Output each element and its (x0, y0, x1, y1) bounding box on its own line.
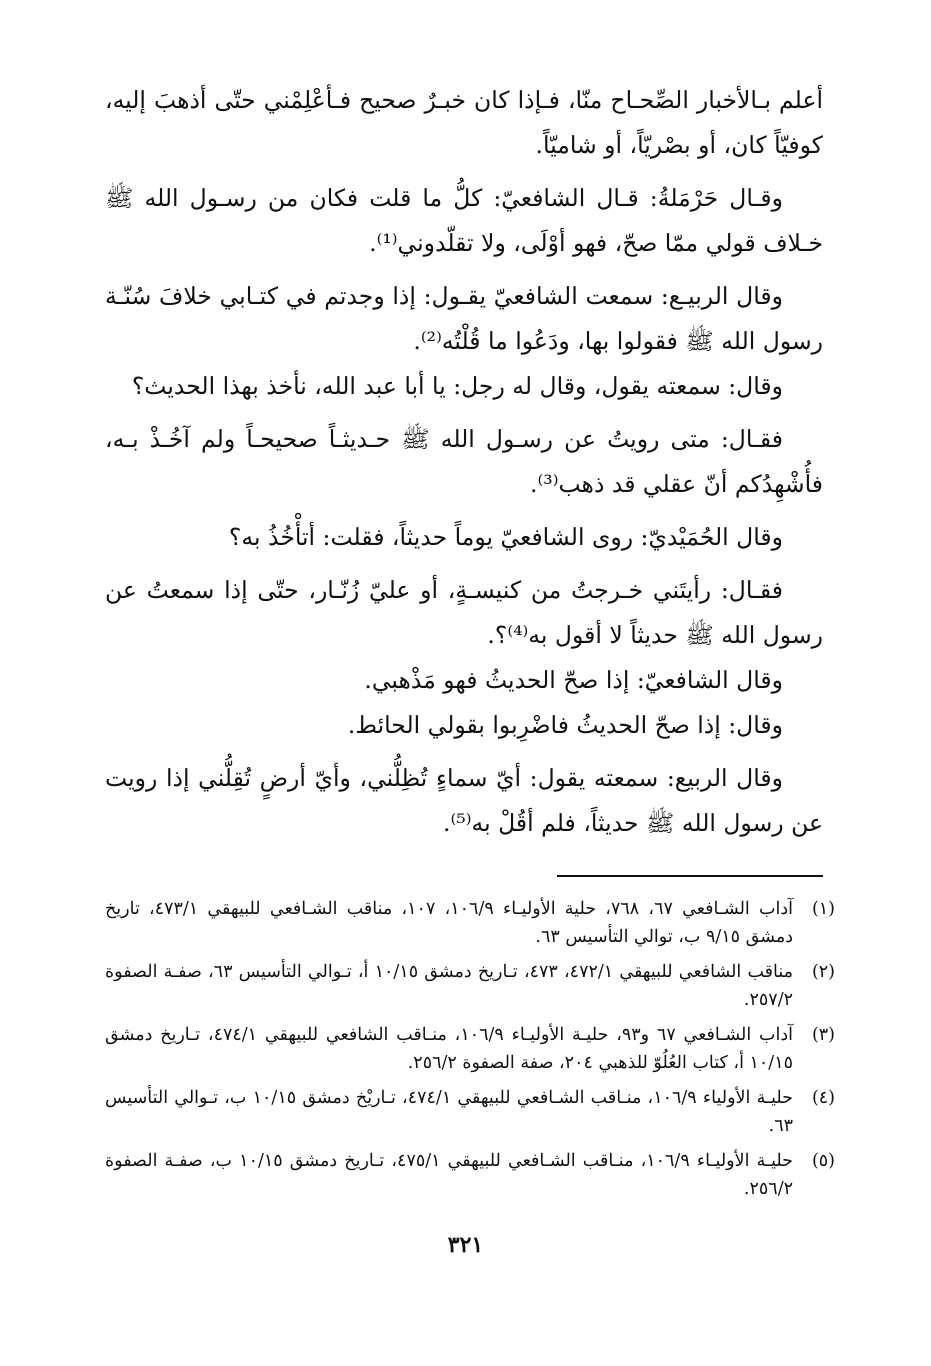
paragraph-2: وقـال حَرْمَلةُ: قـال الشافعيّ: كلُّ ما قلت فكان من رسـول الله ﷺ خـلاف قولي ممّا صحّ، فهو أوْلَى، ولا تقلّدوني⁽¹⁾. (105, 184, 823, 257)
footnote-text: آداب الشـافعي ٦٧ و٩٣، حليـة الأوليـاء ١٠٦/٩، منـاقب الشافعي للبيهقي ٤٧٤/١، تـاريخ دمشق ١٠/١٥ أ، كتاب العُلُوّ للذهبي ٢٠٤، صفة الصفوة ٢٥٦/٢. (105, 1025, 793, 1073)
footnotes (105, 895, 835, 1210)
footnote-number: (٣) (811, 1025, 835, 1045)
footnote-number: (٤) (811, 1088, 835, 1108)
footnote-1 (105, 895, 835, 951)
footnote-number: (٢) (811, 962, 835, 982)
footnote-3 (105, 1021, 835, 1077)
footnote-text: مناقب الشافعي للبيهقي ٤٧٢/١، ٤٧٣، تـاريخ دمشق ١٠/١٥ أ، تـوالي التأسيس ٦٣، صفـة الصفوة ٢٥٧/٢. (105, 962, 793, 1010)
paragraph-9: وقال: إذا صحّ الحديثُ فاضْرِبوا بقولي الحائط. (347, 711, 783, 739)
paragraph-10: وقال الربيع: سمعته يقول: أيّ سماءٍ تُظِلُّني، وأيّ أرضٍ تُقِلُّني إذا رويت عن رسول الله ﷺ حديثاً، فلم أقُلْ به⁽⁵⁾. (105, 764, 823, 837)
footnote-5 (105, 1147, 835, 1203)
footnote-2 (105, 958, 835, 1014)
paragraph-6: وقال الحُمَيْديّ: روى الشافعيّ يوماً حديثاً، فقلت: أتأْخُذُ به؟ (228, 523, 783, 551)
footnote-number: (٥) (811, 1151, 835, 1171)
paragraph-1: أعلم بـالأخبار الصِّحـاح منّا، فـإذا كان خبـرٌ صحيح فـأعْلِمْني حتّى أذهبَ إليه، كوفيّاً كان، أو بصْريّاً، أو شاميّاً. (105, 86, 823, 159)
footnote-divider (557, 875, 823, 877)
footnote-number: (١) (811, 899, 835, 919)
paragraph-7: فقـال: رأيتَني خـرجتُ من كنيسـةٍ، أو عليّ زُنّـار، حتّى إذا سمعتُ عن رسول الله ﷺ حديثاً لا أقول به⁽⁴⁾؟. (105, 576, 823, 649)
paragraph-4: وقال: سمعته يقول، وقال له رجل: يا أبا عبد الله، نأخذ بهذا الحديث؟ (131, 372, 783, 400)
paragraph-3: وقال الربيـع: سمعت الشافعيّ يقـول: إذا وجدتم في كتـابي خلافَ سُنّـة رسول الله ﷺ فقولوا بها، ودَعُوا ما قُلْتُه⁽²⁾. (105, 282, 823, 355)
footnote-4 (105, 1084, 835, 1140)
footnote-text: حليـة الأولياء ١٠٦/٩، منـاقب الشـافعي للبيهقي ٤٧٤/١، تـاريْخ دمشق ١٠/١٥ ب، تـوالي التأسيس ٦٣. (105, 1088, 793, 1136)
paragraph-8: وقال الشافعيّ: إذا صحّ الحديثُ فهو مَذْهبي. (364, 666, 783, 694)
paragraph-5: فقـال: متى رويتُ عن رسـول الله ﷺ حـديثـاً صحيحـاً ولم آخُـذْ بـه، فأُشْهِدُكم أنّ عقلي قد ذهب⁽³⁾. (105, 425, 823, 498)
footnote-text: حليـة الأوليـاء ١٠٦/٩، منـاقب الشـافعي للبيهقي ٤٧٥/١، تـاريخ دمشق ١٠/١٥ ب، صفـة الصفوة ٢٥٦/٢. (105, 1151, 793, 1199)
footnote-text: آداب الشـافعي ٦٧، ٧٦٨، حلية الأوليـاء ١٠٦/٩، ١٠٧، مناقب الشـافعي للبيهقي ٤٧٣/١، تاريخ دمشق ٩/١٥ ب، توالي التأسيس ٦٣. (105, 899, 793, 947)
page-number: ٣٢١ (447, 1232, 484, 1258)
main-text (105, 78, 823, 846)
